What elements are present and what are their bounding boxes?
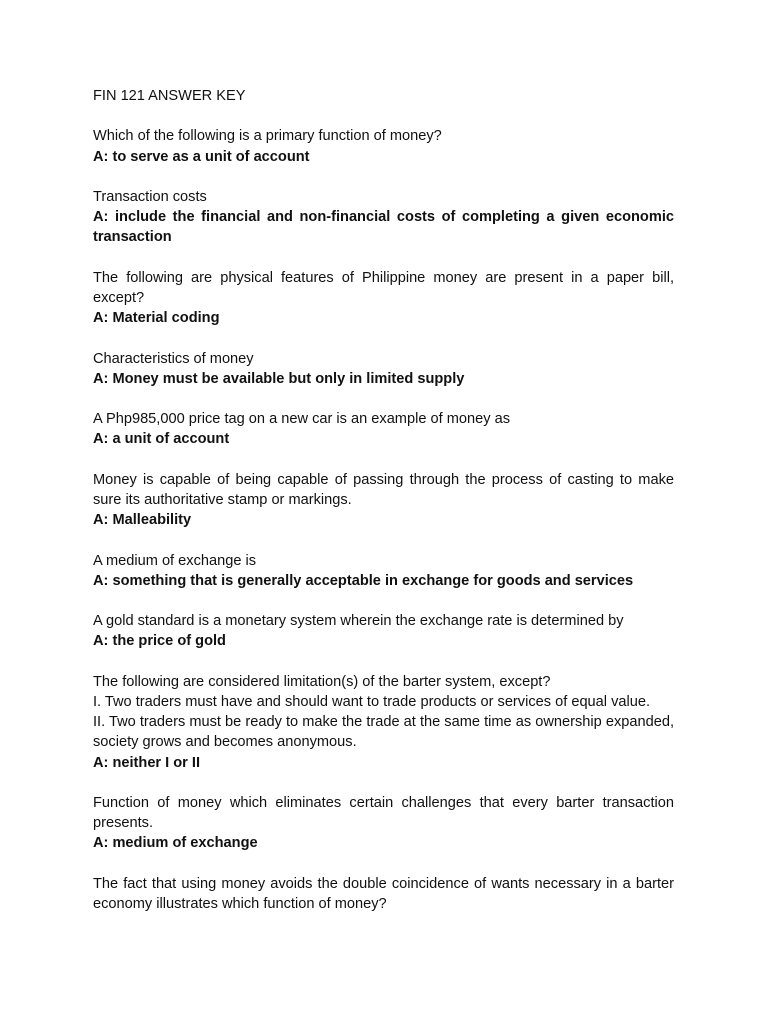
question-text: Money is capable of being capable of passing through the process of casting to make sure its authoritative stamp or markings.	[93, 471, 674, 508]
question-text: The fact that using money avoids the double coincidence of wants necessary in a barter economy illustrates which function of money?	[93, 875, 674, 912]
qa-item-10	[93, 793, 674, 854]
qa-item-2	[93, 187, 674, 248]
qa-item-7	[93, 551, 674, 591]
answer-text: A: medium of exchange	[93, 835, 258, 852]
question-text: Function of money which eliminates certain challenges that every barter transaction presents.	[93, 794, 674, 832]
question-text: Transaction costs	[93, 188, 207, 205]
answer-text: A: Material coding	[93, 310, 220, 327]
qa-item-8	[93, 611, 674, 651]
question-text: The following are physical features of Philippine money are present in a paper bill, except?	[93, 269, 674, 306]
question-text: A gold standard is a monetary system wherein the exchange rate is determined by	[93, 613, 624, 630]
answer-key-document	[93, 86, 674, 934]
qa-item-9	[93, 672, 674, 773]
question-text: Characteristics of money	[93, 350, 254, 367]
qa-item-11	[93, 874, 674, 914]
answer-text: A: to serve as a unit of account	[93, 148, 310, 165]
document-title: FIN 121 ANSWER KEY	[93, 88, 246, 104]
qa-item-3	[93, 268, 674, 329]
answer-text: A: include the financial and non-financial costs of completing a given economic transaction	[93, 209, 674, 246]
qa-item-4	[93, 349, 674, 389]
answer-text: A: the price of gold	[93, 633, 226, 650]
answer-text: A: neither I or II	[93, 754, 201, 771]
question-text: The following are considered limitation(s) of the barter system, except?	[93, 673, 551, 690]
qa-item-6	[93, 470, 674, 531]
answer-text: A: something that is generally acceptable in exchange for goods and services	[93, 572, 634, 589]
answer-text: A: a unit of account	[93, 431, 230, 448]
question-option-2: II. Two traders must be ready to make the trade at the same time as ownership expanded, society grows and becomes anonymous.	[93, 714, 674, 751]
answer-text: A: Malleability	[93, 512, 192, 529]
question-text: Which of the following is a primary function of money?	[93, 128, 442, 145]
question-option-1: I. Two traders must have and should want to trade products or services of equal value.	[93, 693, 651, 710]
qa-item-1	[93, 126, 674, 166]
qa-item-5	[93, 409, 674, 449]
answer-text: A: Money must be available but only in limited supply	[93, 370, 465, 387]
question-text: A medium of exchange is	[93, 552, 257, 569]
question-text: A Php985,000 price tag on a new car is an example of money as	[93, 411, 510, 428]
